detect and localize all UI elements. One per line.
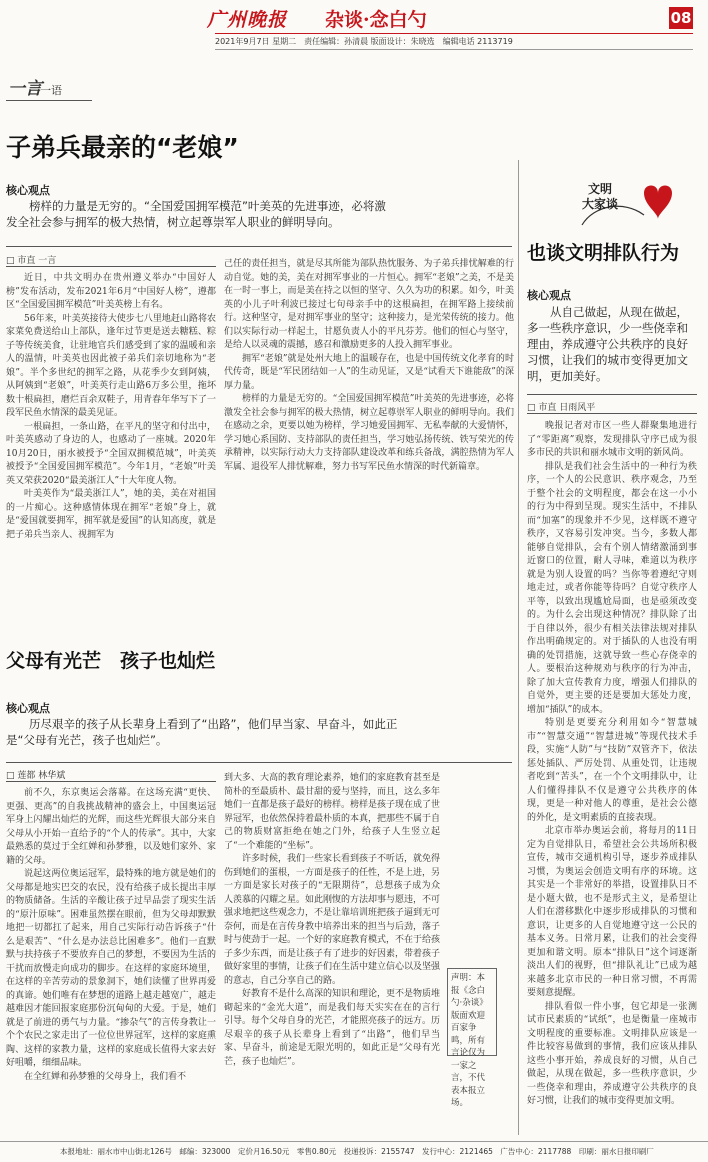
paragraph: 己任的责任担当，就是尽其所能为部队热忱服务、为子弟兵排忧解难的行动自觉。她的美，美在对拥军事业的一片恒心。拥军“老娘”之美，不是美在一时一事上，而是美在持之以恒的坚守、久久为功的积累。如今，叶美英的小儿子叶利波已接过七旬母亲手中的这根扁担，在拥军路上接续前行。这种坚守，是对拥军事业的坚守；这种接力，是光荣传统的接力。他们以实际行动一样起土，甘愿负责人小的平凡芬芳。他们的恒心与坚守，是给人以灵魂的震撼，感召和激励更多的人投入拥军事业。	[224, 259, 514, 350]
article3-separator	[527, 394, 697, 395]
article2-keypoint-label: 核心观点	[6, 702, 50, 715]
header-rule-bottom	[215, 49, 693, 50]
paragraph: 排队看似一件小事，包它却是一张测试市民素质的“试纸”，也是衡量一座城市文明程度的重要标准。文明排队应该是一件比较容易做到的事情，我们应该从排队这些小事开始，养成良好的习惯，从自己做起，从现在做起，多一些秩序意识，少一些侥幸和理由，养成遵守公共秩序的良好习惯，让我们的城市变得更加文明。	[527, 1001, 697, 1106]
page-number: 08	[670, 9, 692, 27]
article1-title: 子弟兵最亲的“老娘”	[6, 133, 239, 162]
article1-byline-rule	[6, 266, 216, 267]
badge-text: 文明 大家谈	[582, 182, 619, 211]
paragraph: 好教育不是什么高深的知识和理论，更不是物质堆砌起来的“金光大道”，而是我们每天实实在在的言行引导。每个父母自身的光芒，才能照亮孩子的远方。历尽艰辛的孩子从长辈身上看到了“出路”，他们早当家、早奋斗，前途是无限光明的，如此正是“父母有光芒，孩子也灿烂”。	[224, 989, 440, 1067]
header-meta: 2021年9月7日 星期二 责任编辑：孙清晨 版面设计：朱晓选 编辑电话 2113719	[215, 37, 513, 46]
article2-keypoint-text: 历尽艰辛的孩子从长辈身上看到了“出路”，他们早当家、早奋斗，如此正是“父母有光芒，孩子也灿烂”。	[6, 717, 398, 747]
paragraph: 榜样的力量是无穷的。“全国爱国拥军模范”叶美英的先进事迹，必将激发全社会参与拥军的极大热情，树立起尊崇军人职业的鲜明导向。我们在感动之余，更要以她为榜样，学习她爱国拥军、无私奉献的大爱情怀，学习她心系国防、支持部队的责任担当，学习她弘扬传统、铁写荣光的传承精神，以实际行动大力支持部队建设改革和练兵备战，满腔热情为军人军属、退役军人排忧解难，努力书写军民鱼水情深的时代新篇章。	[224, 394, 514, 472]
article3-column	[527, 420, 697, 1135]
footer-info: 本报地址：丽水市中山街北126号 邮编：323000 定价月16.50元 零售0.80元 投递投诉：2155747 发行中心：2121465 广告中心：2117788 印刷：丽水日报印刷厂	[60, 1147, 654, 1156]
article3-keypoint-label: 核心观点	[527, 289, 571, 302]
paragraph: 到大多、大高的教育理论素养，她们的家庭教育甚至是简朴的至最质朴、最甘甜的爱与坚持，而且，这么多年她们一直都是孩子最好的榜样。榜样是孩子现在成了世界冠军，也依然保持着最朴质的本真，把那些不属于自己的物质财富拒绝在她之门外，给孩子人生竖立起了“一个难能的“坐标”。	[224, 773, 440, 851]
column-divider	[518, 160, 519, 1135]
article2-separator	[6, 762, 512, 763]
article3-byline-rule	[527, 413, 697, 414]
article2-byline: □ 莲都 林华斌	[6, 771, 66, 781]
article3-title: 也谈文明排队行为	[527, 242, 680, 264]
header-rule-top	[215, 33, 693, 34]
paragraph: 晚报记者对市区一些人群聚集地进行了“零距离”观察，发现排队守序已成为很多市民的共识和丽水城市文明的新风尚。	[527, 421, 697, 458]
article1-keypoint-text: 榜样的力量是无穷的。“全国爱国拥军模范”叶美英的先进事迹，必将激发全社会参与拥军的极大热情，树立起尊崇军人职业的鲜明导向。	[6, 199, 386, 229]
paragraph: 许多时候，我们一些家长看到孩子不听话，就免得伤到她们的蛋根，一方面是孩子的任性，不是上进，另一方面是家长对孩子的“无限期待”，总想孩子成为众人羡慕的闪耀之星。如此刚愎的方法却事与愿违，不可强求地把这些观念力，不是让靠培训班把孩子逼到无可奈何，而是在言传身教中培养出来的担当与后劲，落子时与使劲于一起。一个好的家庭教育模式，不在于给孩子多少东西，而是让孩子有了进步的好因素，带着孩子做好家里的事情，让孩子们在生活中建立信心以及坚强的意志，自己分享自己的路。	[224, 854, 440, 986]
disclaimer-box: 声明：本报《念白勺·杂谈》版面欢迎百家争鸣，所有言论仅为一家之言，不代表本报立场。	[447, 968, 497, 1056]
logo-underline	[6, 100, 92, 101]
article1-keypoint-label: 核心观点	[6, 184, 50, 197]
article1-byline: □ 市直 一言	[6, 256, 57, 266]
footer-rule	[0, 1141, 708, 1142]
paragraph: 拥军“老娘”就是处州大地上的温暖存在，也是中国传统文化孝育的时代传奇，既是“军民团结如一人”的生动见证，又是“试看天下谁能敌”的深厚力量。	[224, 353, 514, 391]
article3-keypoint-text: 从自己做起，从现在做起，多一些秩序意识，少一些侥幸和理由，养成遵守公共秩序的良好习惯，让我们的城市变得更加文明，更加美好。	[527, 305, 688, 383]
paragraph: 一根扁担，一条山路，在平凡的坚守和付出中，叶美英感动了身边的人，也感动了一座城。2020年10月20日，丽水被授予“全国双拥模范城”，叶美英被授予“全国爱国拥军模范”。今年1月，“老娘”叶美英又荣获2020“最美浙江人”十大年度人物。	[6, 421, 216, 486]
paragraph: 特别是更要充分利用如今“智慧城市”“智慧交通”“智慧进城”等现代技术手段，实施“人防”与“技防”双管齐下，依法惩处插队、严厉处罚、从重处罚，让违规者吃到“苦头”，在一个个文明排队中，让人们懂得排队不仅是遵守公共秩序的体现，更是一种对他人的尊重，是社会公德的外化，是文明素质的直接表现。	[527, 718, 697, 823]
paragraph: 前不久，东京奥运会落幕。在这场充满“更快、更强、更高”的自我挑战精神的盛会上，中国奥运冠军身上闪耀出灿烂的光辉，而这些光辉很大部分来自父母从小开始一直给予的“个人的传承”。其中，大家最熟悉的莫过于全红婵和孙梦雅，以及她们家外、家籍的父母。	[6, 788, 216, 866]
article2-column-2	[224, 772, 440, 1135]
article1-separator	[6, 246, 512, 247]
paragraph: 说起这两位奥运冠军，最特殊的地方就是她们的父母都是地实巴交的农民，没有给孩子成长提出丰厚的物质储备。生活的辛酸让孩子过早品尝了现实生活的“原汁原味”。困难虽然摆在眼前，但为父母却默默地把一切都扛了起来，用自己实际行动告诉孩子“什么是艰苦”、“什么是办法总比困难多”。他们一直默默与扶持孩子不要放弃自己的梦想，不要因为生活的干扰而放慢走向成功的脚步。在这样的家庭环境里，在这样的辛苦劳动的景象洞下，她们读懂了世界再爱的真谛。她们唯有在梦想的道路上越走越宽广，越走越难因才能回报家庭那份沉甸甸的大爱。于是，她们就是了前进的勇气与力量。“掺杂气”的言传身教让一个个农民之家走出了一位位世界冠军，这样的家庭熏陶、这样的家教力量，这样的家庭成长值得大家去好好咀嚼，细细品味。	[6, 869, 216, 1068]
masthead: 广州晚报	[207, 9, 288, 31]
article2-byline-rule	[6, 781, 216, 782]
logo-yiyu: 一语	[40, 84, 62, 97]
article2-column-1	[6, 787, 216, 1135]
article3-byline: □ 市直 日雨风平	[527, 403, 596, 413]
paragraph: 叶美英作为“最美浙江人”，她的美，美在对祖国的一片痴心。这种感情体现在拥军“老娘”身上，就是“爱国就要拥军，拥军就是爱国”的认知高度，就是把子弟兵当亲人、视拥军为	[6, 489, 216, 540]
paragraph: 排队是我们社会生活中的一种行为秩序，一个人的公民意识、秩序观念，乃至于整个社会的文明程度，都会在这一小小的行为中得到呈现。现实生活中，不排队而“加塞”的现象并不少见，这样既不遵守秩序，又容易引发冲突。当今，多数人都能够自觉排队，会有个别人情绪激涌到事近窗口的位置，耐人寻味，难道以为秩序就是为别人设置的吗？当你等着遵纪守则地走过，或者你能等待吗？自觉守秩序人平等，以致出现尴尬局面，也是亟须改变的。为什么会出现这种情况？排队除了出于自律以外，很少有相关法律法规对排队作出明确规定的。对于插队的人也没有明确的处罚措施，这就导致一些心存侥幸的人。要根治这种规劝与秩序的行为冲击，除了加大宣传教育力度，增强人们排队的自觉外，更主要的还是要加大惩处力度，增加“插队”的成本。	[527, 461, 697, 715]
article1-column-1	[6, 272, 216, 604]
article2-title: 父母有光芒 孩子也灿烂	[6, 650, 216, 672]
paragraph: 在全红婵和孙梦雅的父母身上，我们看不	[24, 1071, 187, 1082]
paragraph: 56年来，叶美英接待大使步七八里地赶山路将农家菜免费送给山上部队，逢年过节更是送去糖糕、粽子等传统美食，让驻地官兵们感受到了家的温暖和亲人的温情，叶美英也因此被子弟兵们亲切地称为“老娘”。半个多世纪的拥军之路，从花季少女到阿姨，从阿姨到“老娘”，叶美英行走山路6万多公里，拖坏数十根扁担，磨烂百余双鞋子，用青春年华写下了一段军民鱼水情深的最美见证。	[6, 313, 216, 418]
article1-column-2	[224, 258, 514, 604]
logo-yiyan: 一言	[8, 79, 42, 99]
paragraph: 近日，中共文明办在贵州遵义举办“中国好人榜”发布活动，发布2021年6月“中国好人榜”，遵都区“全国爱国拥军模范”叶美英榜上有名。	[6, 273, 216, 310]
paragraph: 北京市举办奥运会前，将每月的11日定为自觉排队日，希望社会公共场所积极宣传，城市交通机构引导，逐步养成排队习惯，为奥运会创造文明有序的环境。这其实是一个非常好的举措，设置排队日不是小题大做，也不是形式主义，是希望让人们在潜移默化中逐步形成排队的习惯和意识，让更多的人自觉地遵守这一公民的基本义务。日常月累，让我们的社会变得更加和谐文明。原本“排队日”这个词逐渐淡出人们的视野，但“排队礼让”已成为越来越多北京市民的一种日常习惯，不再需要刻意提醒。	[527, 826, 697, 998]
column-name: 杂谈·念白勺	[325, 9, 427, 31]
